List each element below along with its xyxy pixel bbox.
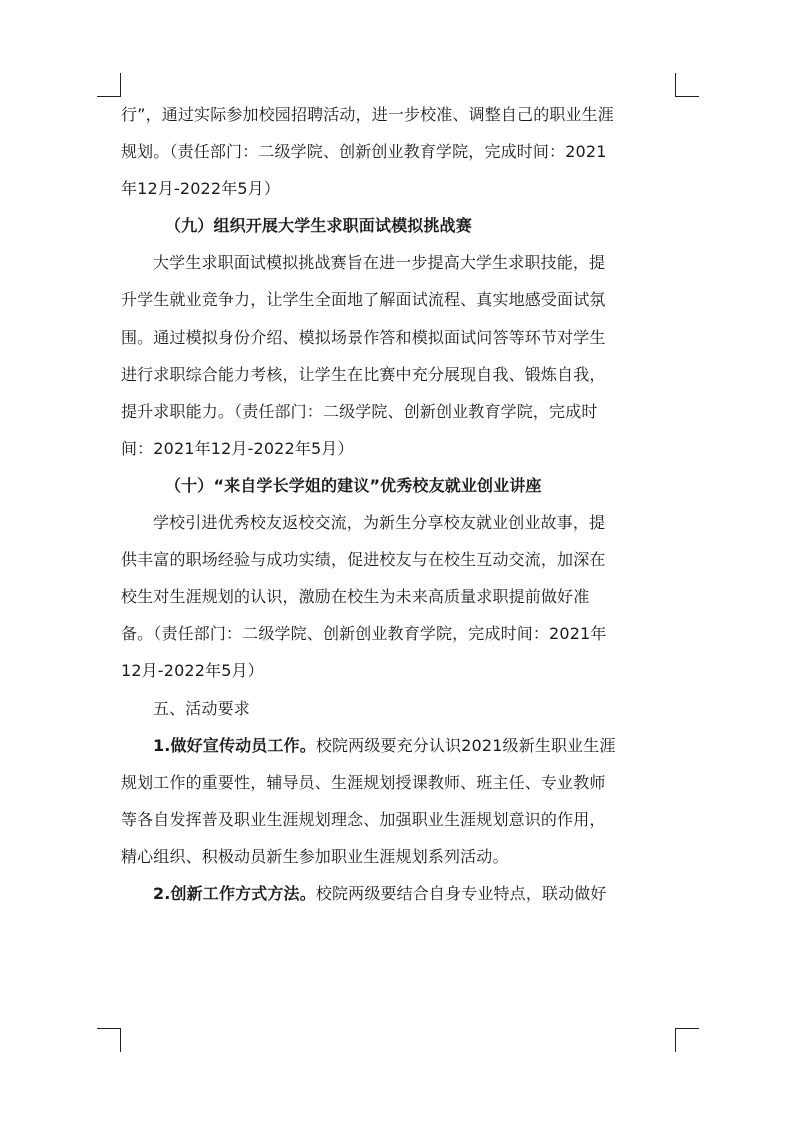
body-line: 年12月-2022年5月） [121, 179, 280, 199]
section-heading-9: （九）组织开展大学生求职面试模拟挑战赛 [165, 216, 472, 236]
requirement-item-1-text: 校院两级要充分认识2021级新生职业生涯 [315, 735, 616, 755]
chapter-heading-5: 五、活动要求 [153, 698, 250, 718]
body-line: 精心组织、积极动员新生参加职业生涯规划系列活动。 [121, 846, 509, 866]
body-line: 学校引进优秀校友返校交流，为新生分享校友就业创业故事，提 [153, 513, 606, 533]
body-line: 校生对生涯规划的认识，激励在校生为未来高质量求职提前做好准 [121, 587, 590, 607]
section-heading-10: （十）“来自学长学姐的建议”优秀校友就业创业讲座 [165, 475, 542, 495]
crop-mark-bottom-left [97, 1028, 121, 1052]
body-line: 升学生就业竞争力，让学生全面地了解面试流程、真实地感受面试氛 [121, 290, 606, 310]
body-line: 备。（责任部门：二级学院、创新创业教育学院，完成时间：2021年 [121, 624, 607, 644]
body-line: 规划工作的重要性，辅导员、生涯规划授课教师、班主任、专业教师 [121, 772, 606, 792]
body-line: 供丰富的职场经验与成功实绩，促进校友与在校生互动交流，加深在 [121, 550, 606, 570]
crop-mark-top-right [675, 73, 699, 97]
body-line: 12月-2022年5月） [121, 661, 264, 681]
crop-mark-top-left [97, 73, 121, 97]
body-line: 提升求职能力。（责任部门：二级学院、创新创业教育学院，完成时 [121, 401, 598, 421]
body-line: 行”，通过实际参加校园招聘活动，进一步校准、调整自己的职业生涯 [121, 105, 614, 124]
body-line: 大学生求职面试模拟挑战赛旨在进一步提高大学生求职技能，提 [153, 253, 606, 273]
crop-mark-bottom-right [675, 1028, 699, 1052]
requirement-item-1 [121, 727, 681, 764]
requirement-item-1-title: 1.做好宣传动员工作。 [153, 735, 316, 755]
document-body [121, 96, 681, 912]
body-line: 围。通过模拟身份介绍、模拟场景作答和模拟面试问答等环节对学生 [121, 327, 606, 347]
requirement-item-2 [121, 875, 681, 912]
requirement-item-2-text: 校院两级要结合自身专业特点，联动做好 [315, 883, 607, 903]
body-line: 间：2021年12月-2022年5月） [121, 438, 354, 458]
requirement-item-2-title: 2.创新工作方式方法。 [153, 883, 316, 903]
body-line: 进行求职综合能力考核，让学生在比赛中充分展现自我、锻炼自我， [121, 364, 606, 384]
body-line: 规划。（责任部门：二级学院、创新创业教育学院，完成时间：2021 [121, 142, 607, 162]
body-line: 等各自发挥普及职业生涯规划理念、加强职业生涯规划意识的作用， [121, 809, 606, 829]
